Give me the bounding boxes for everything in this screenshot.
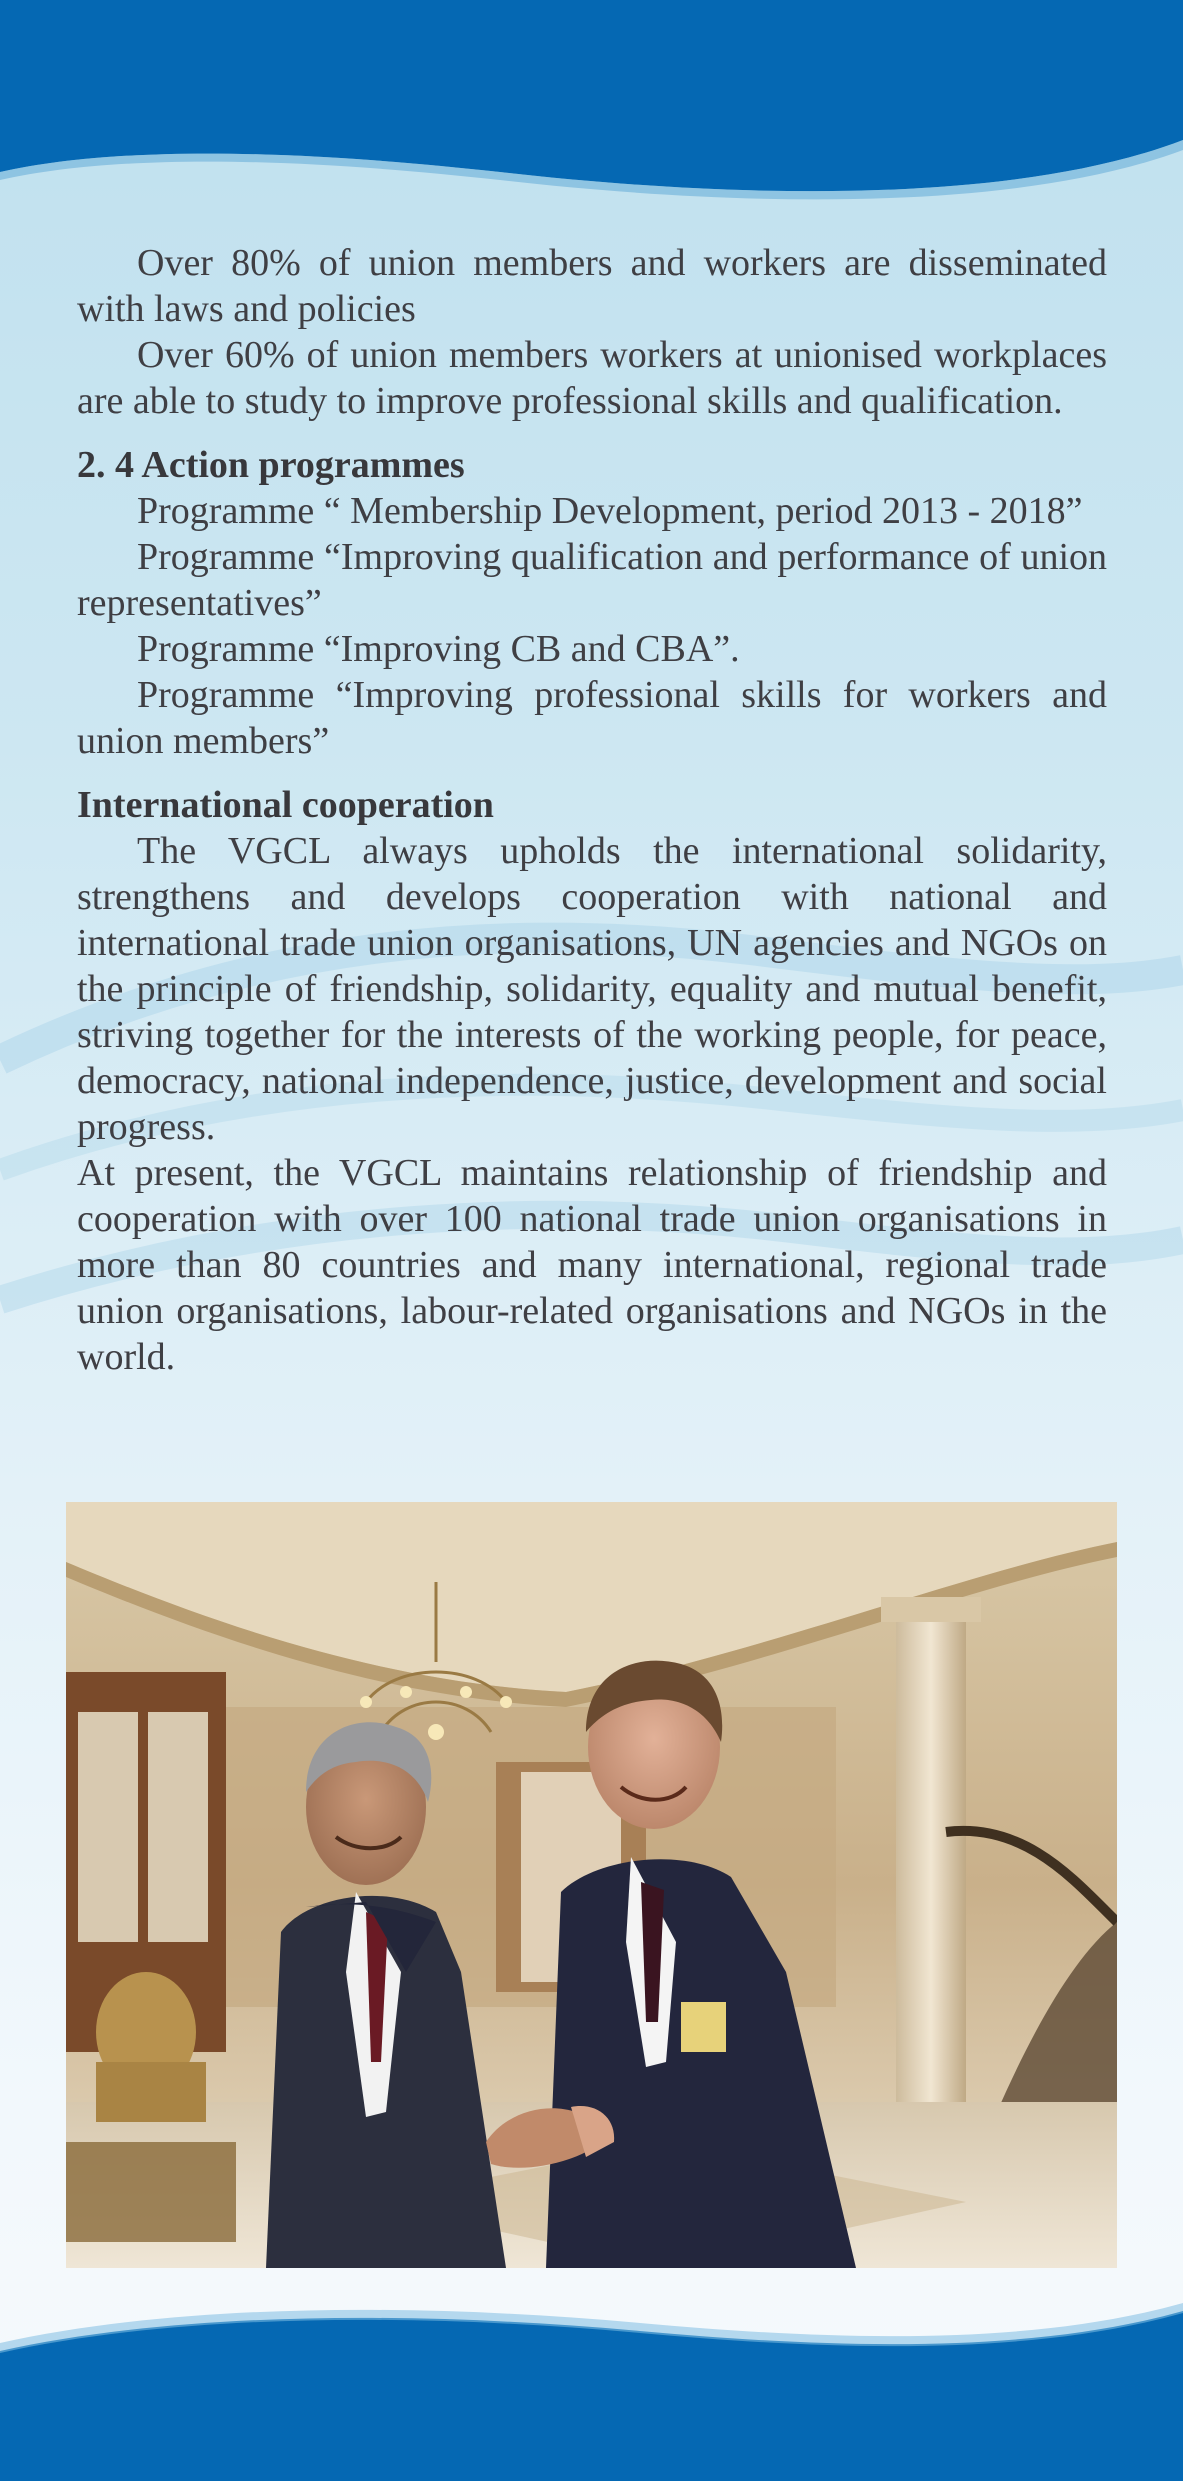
brochure-content: [77, 240, 1107, 1380]
bottom-wave-banner: [0, 2291, 1183, 2481]
members-skills-paragraph: Over 60% of union members workers at unionised workplaces are able to study to improve professional skills and qualification.: [77, 334, 1107, 422]
programme-item: Programme “Improving qualification and performance of union representatives”: [77, 536, 1107, 624]
programme-item: Programme “Improving professional skills for workers and union members”: [77, 674, 1107, 762]
international-solidarity-paragraph: The VGCL always upholds the international solidarity, strengthens and develops cooperation with national and international trade union organisations, UN agencies and NGOs on the principle of friendship, solidarity, equality and mutual benefit, striving together for the interests of the working people, for peace, democracy, national independence, justice, development and social progress.: [77, 830, 1107, 1148]
top-wave-banner: [0, 0, 1183, 210]
programme-item: Programme “ Membership Development, period 2013 - 2018”: [137, 490, 1083, 532]
action-programmes-heading: 2. 4 Action programmes: [77, 444, 465, 486]
handshake-illustration: [66, 1502, 1117, 2268]
international-relations-paragraph: At present, the VGCL maintains relationship of friendship and cooperation with over 100 national trade union organisations in more than 80 countries and many international, regional trade union organisations, labour-related organisations and NGOs in the world.: [77, 1152, 1107, 1378]
international-cooperation-heading: International cooperation: [77, 784, 494, 826]
members-law-paragraph: Over 80% of union members and workers are disseminated with laws and policies: [77, 242, 1107, 330]
handshake-photo: [66, 1502, 1117, 2268]
programme-item: Programme “Improving CB and CBA”.: [137, 628, 740, 670]
